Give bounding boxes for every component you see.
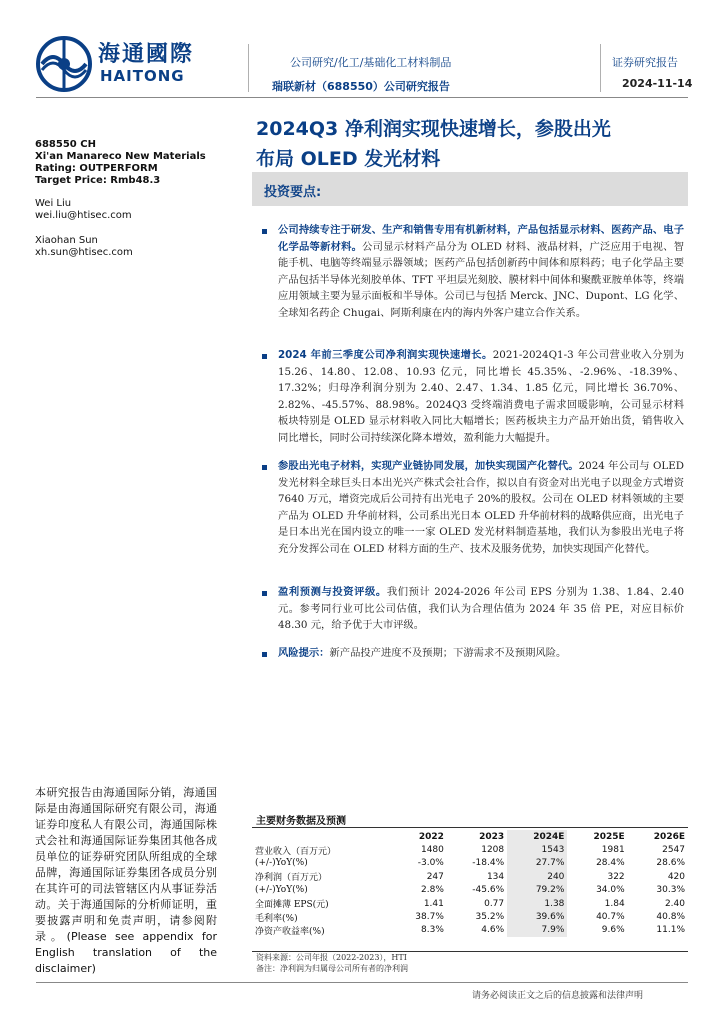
table-cell: 2.8% — [421, 885, 444, 896]
investment-point — [278, 347, 684, 446]
disclaimer-zh: 本研究报告由海通国际分销，海通国际是由海通国际研究有限公司，海通证券印度私人有限公司，海通国际株式会社和海通国际证券集团其他各成员单位的证券研究团队所组成的全球品牌，海通国际证券集团各成员分别在其许可的司法管辖区内从事证券活动。关于海通国际的分析师证明，重要披露声明和免责声明，请参阅附录。 — [35, 786, 217, 943]
title-line: 布局 OLED 发光材料 — [256, 148, 441, 170]
analyst-name: Wei Liu — [35, 198, 72, 209]
table-cell: 40.7% — [596, 912, 625, 923]
investment-point — [278, 584, 684, 634]
table-cell: 0.77 — [484, 898, 505, 909]
title-line: 2024Q3 净利润实现快速增长，参股出光 — [256, 118, 611, 140]
table-cell: 4.6% — [481, 925, 505, 936]
report-type: 证券研究报告 — [612, 56, 678, 69]
table-cell: 39.6% — [507, 910, 567, 923]
point-body: 2024 年公司与 OLED 发光材料全球巨头日本出光兴产株式会社合作，拟以自有资金对出光电子以现金方式增资 7640 万元，增资完成后公司持有出光电子 20%的股权。公司在 OLED 材料领域的主要产品为 OLED 升华前材料，公司系出光日本 OLED 升华前材料的战略供应商，出光电子是日本出光在国内设立的唯一一家 OLED 发光材料制造基地，我们认为参股出光电子将充分发挥公司在 OLED 材料方面的生产、技术及服务优势，加快实现国产化替代。 — [278, 460, 684, 555]
table-cell: 1.41 — [423, 898, 444, 909]
table-cell: -18.4% — [472, 858, 505, 869]
source-note: 资料来源：公司年报（2022-2023），HTI — [256, 953, 407, 962]
point-body: 公司显示材料产品分为 OLED 材料、液晶材料，广泛应用于电视、智能手机、电脑等终端显示器领域；医药产品包括创新药中间体和原料药；电子化学品主要产品包括半导体光刻胶单体、TFT 平坦层光刻胶、膜材料中间体和聚酰亚胺单体等，终端应用领域主要为显示面板和半导体。公司已与包括 Merck、JNC、Dupont、LG 化学、全球知名药企 Chugai、阿斯利康在内的海内外客户建立合作关系。 — [278, 240, 684, 319]
table-row — [252, 924, 688, 937]
table-header-cell: 2022 — [418, 831, 444, 842]
table-header-cell: 2025E — [593, 831, 625, 842]
report-category: 公司研究/化工/基础化工材料制品 — [290, 56, 452, 69]
point-body: 新产品投产进度不及预期；下游需求不及预期风险。 — [329, 647, 567, 659]
analyst-email[interactable]: xh.sun@htisec.com — [35, 247, 133, 258]
table-header-row — [252, 830, 688, 843]
point-lead: 参股出光电子材料，实现产业链协同发展，加快实现国产化替代。 — [278, 460, 579, 472]
rating: Rating: OUTPERFORM — [35, 163, 158, 174]
footer-notice: 请务必阅读正文之后的信息披露和法律声明 — [472, 991, 644, 1001]
analyst-name: Xiaohan Sun — [35, 235, 98, 246]
table-header-cell: 2023 — [479, 831, 505, 842]
table-cell: 1.84 — [604, 898, 625, 909]
table-cell: 420 — [667, 871, 685, 882]
table-cell: 28.6% — [656, 858, 685, 869]
header-rule — [36, 97, 688, 98]
section-heading: 投资要点: — [264, 185, 322, 200]
table-source — [256, 952, 408, 974]
table-cell: -3.0% — [417, 858, 444, 869]
table-cell: 8.3% — [421, 925, 444, 936]
table-cell: 240 — [507, 870, 567, 883]
table-cell: 30.3% — [656, 885, 685, 896]
disclaimer — [35, 785, 217, 977]
report-name: 瑞联新材（688550）公司研究报告 — [272, 80, 450, 93]
table-cell: (+/-)YoY(%) — [255, 885, 308, 896]
target-price: Target Price: Rmb48.3 — [35, 175, 161, 186]
table-cell: 毛利率(%) — [255, 913, 298, 924]
table-row — [252, 910, 688, 923]
table-cell: -45.6% — [472, 885, 505, 896]
point-body: 我们预计 2024-2026 年公司 EPS 分别为 1.38、1.84、2.40 元。参考同行业可比公司估值，我们认为合理估值为 2024 年 35 倍 PE，对应目标价 48.30 元，给予优于大市评级。 — [278, 586, 684, 631]
bullet-icon — [262, 354, 267, 359]
point-body: 2021-2024Q1-3 年公司营业收入分别为 15.26、14.80、12.08、10.93 亿元，同比增长 45.35%、-2.96%、-18.39%、17.32%；归母净利润分别为 2.40、2.47、1.34、1.85 亿元，同比增长 36.70%、2.82%、-45.57%、88.98%。2024Q3 受终端消费电子需求回暖影响，公司显示材料板块特别是 OLED 显示材料收入同比大幅增长；医药板块主力产品开始出货，销售收入同比增长，同时公司持续深化降本增效，盈利能力大幅提升。 — [278, 349, 684, 444]
table-cell: (+/-)YoY(%) — [255, 858, 308, 869]
disclaimer-en: (Please see appendix for English translation of the disclaimer) — [35, 930, 217, 975]
table-cell: 营业收入（百万元） — [255, 846, 337, 857]
table-cell: 38.7% — [415, 912, 444, 923]
table-cell: 322 — [607, 871, 625, 882]
table-cell: 2547 — [662, 845, 685, 856]
table-row — [252, 857, 688, 870]
point-lead: 风险提示： — [278, 647, 330, 659]
investment-point — [278, 222, 684, 321]
table-cell: 1480 — [420, 845, 444, 856]
table-cell: 27.7% — [507, 857, 567, 870]
table-cell: 79.2% — [507, 884, 567, 897]
table-row — [252, 843, 688, 856]
report-title — [256, 114, 706, 174]
table-cell: 7.9% — [507, 924, 567, 937]
haitong-logo-icon — [36, 36, 92, 92]
bullet-icon — [262, 465, 267, 470]
table-cell: 11.1% — [656, 925, 685, 936]
table-cell: 9.6% — [601, 925, 625, 936]
footer-rule — [36, 982, 688, 983]
logo-chinese: 海通國際 — [98, 42, 195, 67]
table-row — [252, 884, 688, 897]
header-divider — [600, 44, 601, 92]
analyst-email[interactable]: wei.liu@htisec.com — [35, 210, 132, 221]
point-lead: 盈利预测与投资评级。 — [278, 586, 387, 598]
table-cell: 34.0% — [596, 885, 625, 896]
remark-note: 备注：净利润为归属母公司所有者的净利润 — [256, 964, 408, 973]
point-lead: 2024 年前三季度公司净利润实现快速增长。 — [278, 349, 493, 361]
table-cell: 35.2% — [475, 912, 505, 923]
header-divider — [248, 44, 249, 92]
table-header-cell: 2026E — [653, 831, 685, 842]
table-header-cell — [252, 830, 387, 843]
table-cell: 2.40 — [664, 898, 685, 909]
table-title: 主要财务数据及预测 — [256, 816, 346, 827]
logo-english: HAITONG — [100, 67, 185, 85]
table-cell: 28.4% — [596, 858, 625, 869]
table-cell: 247 — [426, 871, 444, 882]
company-name-en: Xi'an Manareco New Materials — [35, 151, 206, 162]
table-cell: 40.8% — [656, 912, 685, 923]
table-cell: 1.38 — [507, 897, 567, 910]
bullet-icon — [262, 229, 267, 234]
table-row — [252, 897, 688, 910]
table-header-cell: 2024E — [507, 830, 567, 843]
table-cell: 134 — [486, 871, 505, 882]
table-cell: 1543 — [507, 843, 567, 856]
table-cell: 1981 — [601, 845, 625, 856]
ticker: 688550 CH — [35, 139, 96, 150]
financial-table — [252, 830, 688, 937]
report-date: 2024-11-14 — [622, 77, 693, 90]
bullet-icon — [262, 652, 267, 657]
investment-point — [278, 458, 684, 557]
table-row — [252, 870, 688, 883]
table-rule — [252, 827, 688, 828]
table-cell: 净利润（百万元） — [255, 873, 328, 884]
table-cell: 1208 — [481, 845, 505, 856]
table-cell: 全面摊薄 EPS(元) — [255, 900, 329, 911]
investment-point — [278, 645, 684, 662]
section-heading-band — [252, 172, 688, 206]
table-cell: 净资产收益率(%) — [255, 926, 325, 937]
point-lead: 公司持续专注于研发、生产和销售专用有机新材料，产品包括显示材料、医药产品、电子化学品等新材料。 — [278, 224, 684, 253]
bullet-icon — [262, 591, 267, 596]
